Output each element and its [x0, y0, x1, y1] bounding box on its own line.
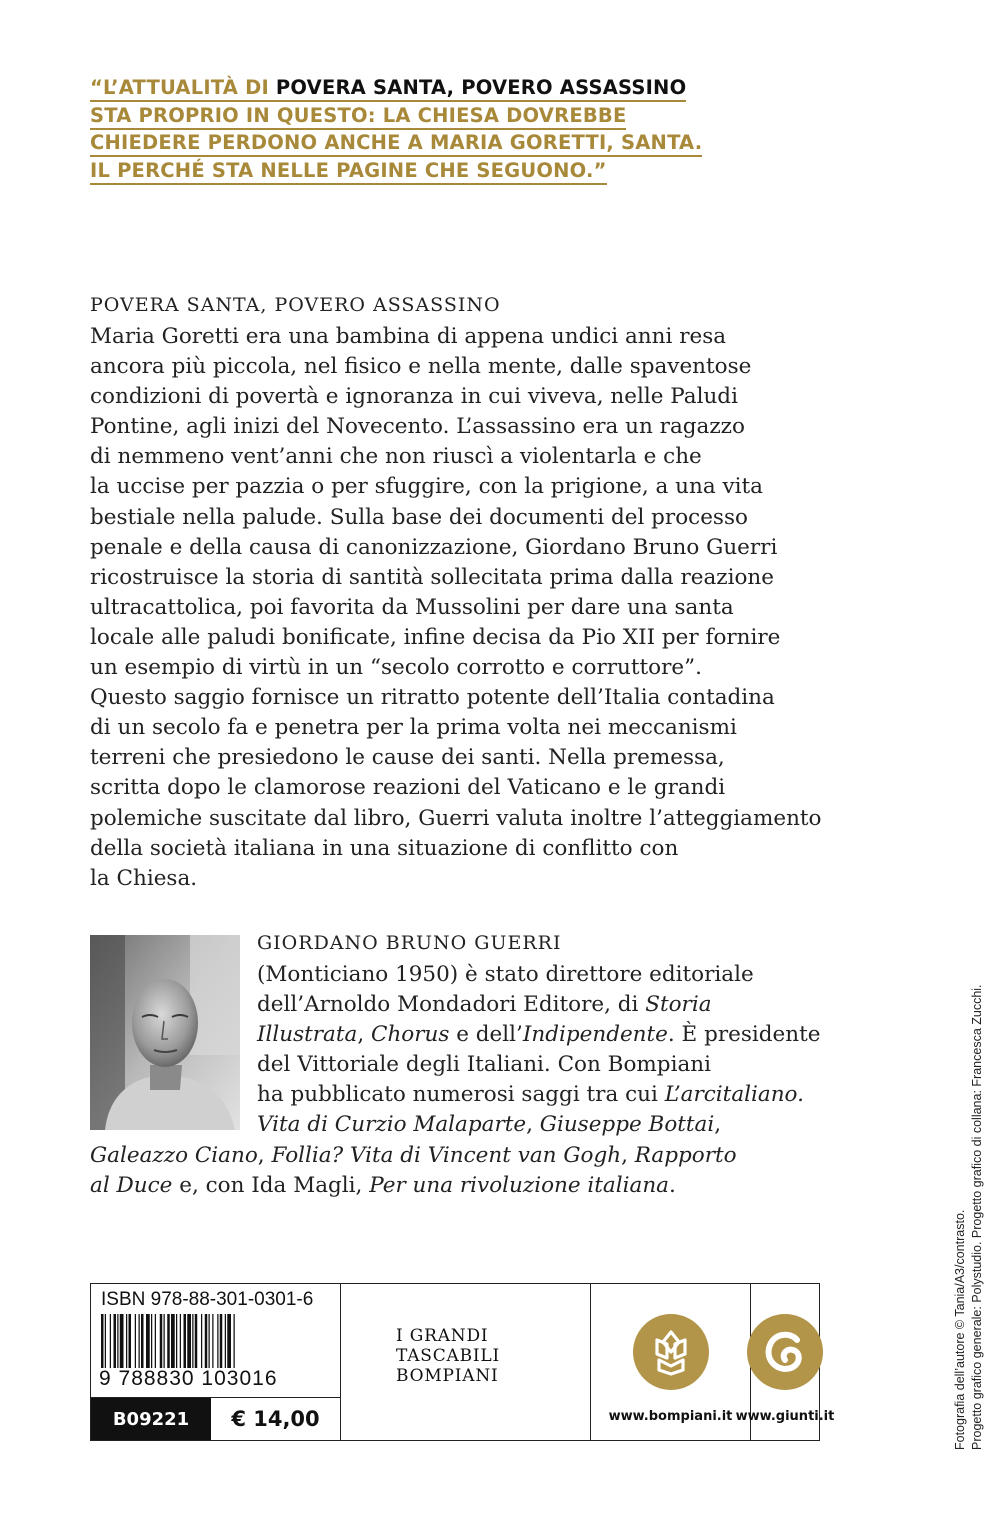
quote-line-2	[90, 102, 730, 130]
bio-text: .	[669, 1172, 676, 1198]
quote-book-title: POVERA SANTA, POVERO ASSASSINO	[276, 76, 686, 102]
synopsis-line: bestiale nella palude. Sulla base dei documenti del processo	[90, 504, 748, 530]
bio-line	[0, 960, 1000, 990]
barcode-bar	[139, 1314, 140, 1368]
quote-text: STA PROPRIO IN QUESTO: LA CHIESA DOVREBBE	[90, 104, 626, 130]
barcode-bar	[114, 1314, 117, 1368]
barcode-panel	[91, 1284, 341, 1440]
quote-text: CHIEDERE PERDONO ANCHE A MARIA GORETTI, SANTA.	[90, 131, 702, 157]
bio-text: ,	[526, 1112, 540, 1138]
synopsis-line: della società italiana in una situazione di conflitto con	[90, 835, 679, 861]
barcode-bar	[184, 1314, 187, 1368]
bio-text: e dell’	[449, 1022, 523, 1048]
synopsis	[90, 322, 850, 894]
bio-italic-title: Vita di Curzio Malaparte	[257, 1112, 527, 1138]
giunti-panel	[735, 1284, 835, 1440]
bio-text: dell’Arnoldo Mondadori Editore, di	[257, 992, 646, 1018]
barcode-bar	[101, 1314, 104, 1368]
credits-line: Fotografia dell’autore © Tania/A3/contrasto.	[953, 1209, 967, 1450]
synopsis-line: di nemmeno vent’anni che non riuscì a violentarla e che	[90, 444, 702, 470]
barcode-bar	[164, 1314, 165, 1368]
book-title: POVERA SANTA, POVERO ASSASSINO	[90, 294, 501, 316]
barcode-bar	[126, 1314, 127, 1368]
author-name: GIORDANO BRUNO GUERRI	[257, 932, 562, 954]
footer-box	[90, 1283, 835, 1441]
barcode-bar	[180, 1314, 181, 1368]
code-price-bar	[91, 1397, 340, 1440]
barcode-bar	[117, 1314, 118, 1368]
barcode-bar	[151, 1314, 152, 1368]
barcode-bar	[195, 1314, 198, 1368]
bio-italic-title: Storia	[645, 992, 712, 1018]
synopsis-line: polemiche suscitate dal libro, Guerri valuta inoltre l’atteggiamento	[90, 805, 822, 831]
bio-italic-title: Follia? Vita di Vincent van Gogh	[271, 1142, 622, 1168]
barcode-bar	[234, 1314, 235, 1368]
barcode-bar	[141, 1314, 144, 1368]
barcode-bar	[105, 1314, 106, 1368]
price: € 14,00	[231, 1407, 320, 1431]
ean-digits: 9 788830 103016	[99, 1367, 278, 1390]
barcode-bar	[212, 1314, 213, 1368]
bio-text: (Monticiano 1950) è stato direttore editoriale	[257, 962, 754, 987]
back-cover-quote	[90, 74, 730, 184]
synopsis-line: Questo saggio fornisce un ritratto potente dell’Italia contadina	[90, 685, 775, 711]
barcode-bar	[225, 1314, 226, 1368]
series-line: BOMPIANI	[396, 1366, 499, 1386]
synopsis-line: un esempio di virtù in un “secolo corrotto e corruttore”.	[90, 655, 702, 681]
bio-line	[0, 1050, 1000, 1080]
product-code: B09221	[91, 1398, 211, 1440]
bio-line	[0, 1080, 1000, 1110]
barcode-bar	[176, 1314, 177, 1368]
bio-text: . È presidente	[667, 1022, 821, 1048]
series-name	[396, 1326, 536, 1386]
bompiani-url[interactable]: www.bompiani.it	[608, 1409, 733, 1424]
bio-text: ,	[714, 1112, 722, 1138]
photo-credits	[952, 984, 986, 1450]
barcode-bar	[187, 1314, 191, 1368]
synopsis-line: Pontine, agli inizi del Novecento. L’assassino era un ragazzo	[90, 414, 745, 440]
giunti-logo-icon	[747, 1314, 823, 1390]
bio-text: ha pubblicato numerosi saggi tra cui	[257, 1082, 665, 1108]
synopsis-line: locale alle paludi bonificate, infine decisa da Pio XII per fornire	[90, 624, 781, 650]
bio-italic-title: Galeazzo Ciano	[90, 1142, 258, 1168]
barcode-bar	[129, 1314, 132, 1368]
bio-line	[0, 1141, 1000, 1171]
credits-line: Progetto grafico generale: Polystudio. Progetto grafico di collana: Francesca Zucchi.	[970, 984, 984, 1450]
quote-line-3	[90, 129, 730, 157]
series-line: TASCABILI	[396, 1346, 501, 1366]
quote-line-1	[90, 74, 730, 102]
bio-italic-title: Giuseppe Bottai	[539, 1112, 715, 1138]
synopsis-line: terreni che presiedono le cause dei santi. Nella premessa,	[90, 745, 725, 771]
barcode-bar	[146, 1314, 150, 1368]
bio-italic-title: Rapporto	[634, 1142, 737, 1168]
synopsis-line: scritta dopo le clamorose reazioni del Vaticano e le grandi	[90, 775, 726, 801]
bio-italic-title: Per una rivoluzione italiana	[369, 1172, 669, 1198]
synopsis-line: ultracattolica, poi favorita da Mussolini per dare una santa	[90, 594, 734, 620]
quote-text: “L’ATTUALITÀ DI	[90, 76, 276, 102]
barcode-bar	[167, 1314, 170, 1368]
bio-text: ,	[357, 1022, 371, 1048]
bio-line	[0, 1171, 1000, 1201]
barcode-bar	[135, 1314, 136, 1368]
barcode-bar	[192, 1314, 193, 1368]
bio-italic-title: Chorus	[371, 1022, 450, 1048]
series-line: I GRANDI	[396, 1326, 489, 1346]
bio-italic-title: L’arcitaliano.	[664, 1082, 804, 1108]
barcode-bar	[217, 1314, 218, 1368]
barcode-bar	[201, 1314, 202, 1368]
barcode-bar	[227, 1314, 231, 1368]
barcode-bar	[205, 1314, 208, 1368]
synopsis-line: condizioni di povertà e ignoranza in cui viveva, nelle Paludi	[90, 384, 738, 410]
synopsis-line: la uccise per pazzia o per sfuggire, con la prigione, a una vita	[90, 474, 763, 500]
bio-text: del Vittoriale degli Italiani. Con Bompiani	[257, 1052, 711, 1078]
synopsis-line: penale e della causa di canonizzazione, Giordano Bruno Guerri	[90, 534, 778, 560]
bio-line	[0, 1020, 1000, 1050]
barcode-icon	[101, 1314, 326, 1368]
series-panel	[341, 1284, 591, 1440]
bio-italic-title: Illustrata	[257, 1022, 358, 1048]
synopsis-line: ricostruisce la storia di santità sollecitata prima dalla reazione	[90, 564, 774, 590]
barcode-bar	[155, 1314, 156, 1368]
barcode-bar	[171, 1314, 175, 1368]
author-bio	[0, 960, 1000, 1201]
bompiani-logo-icon	[633, 1314, 709, 1390]
synopsis-line: di un secolo fa e penetra per la prima volta nei meccanismi	[90, 715, 737, 741]
barcode-bar	[209, 1314, 210, 1368]
synopsis-line: Maria Goretti era una bambina di appena undici anni resa	[90, 324, 727, 349]
synopsis-line: la Chiesa.	[90, 865, 198, 891]
bio-italic-title: Indipendente	[522, 1022, 668, 1048]
giunti-url[interactable]: www.giunti.it	[735, 1409, 835, 1424]
barcode-bar	[160, 1314, 163, 1368]
isbn: ISBN 978-88-301-0301-6	[101, 1289, 314, 1310]
quote-text: IL PERCHÉ STA NELLE PAGINE CHE SEGUONO.”	[90, 159, 607, 185]
bio-line	[0, 1110, 1000, 1140]
bio-text: e, con Ida Magli,	[172, 1172, 370, 1198]
synopsis-line: ancora più piccola, nel fisico e nella mente, dalle spaventose	[90, 354, 752, 380]
quote-line-4	[90, 157, 730, 185]
bio-italic-title: al Duce	[90, 1172, 173, 1198]
barcode-bar	[110, 1314, 111, 1368]
barcode-bar	[220, 1314, 223, 1368]
barcode-bar	[120, 1314, 124, 1368]
bio-text: ,	[621, 1142, 635, 1168]
bio-line	[0, 990, 1000, 1020]
bio-text: ,	[257, 1142, 272, 1168]
